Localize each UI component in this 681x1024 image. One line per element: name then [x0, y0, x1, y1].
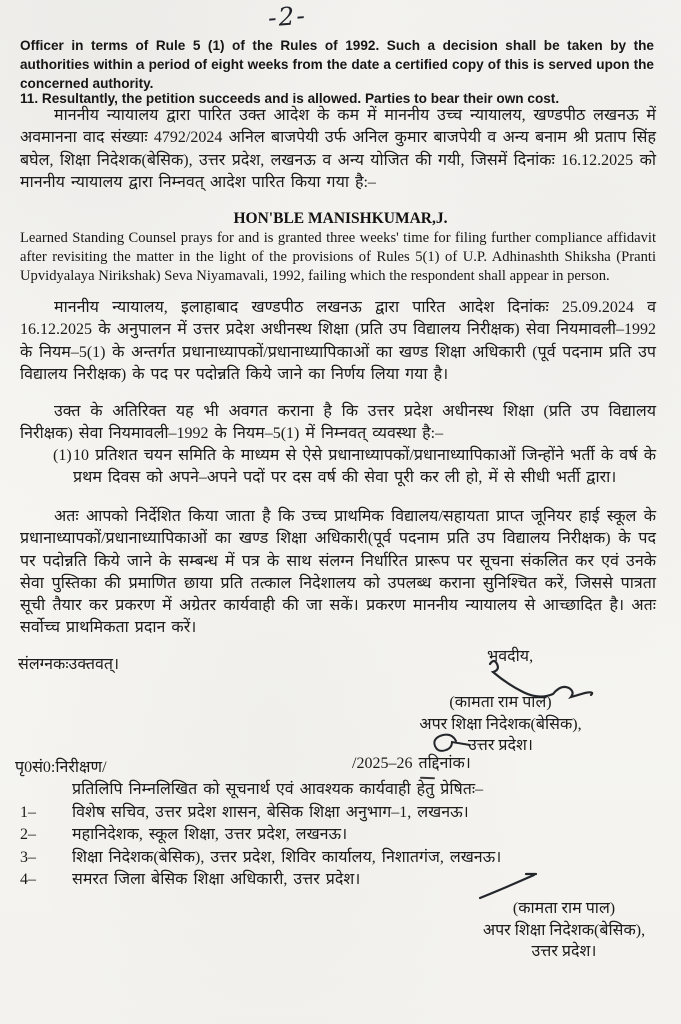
list-item	[20, 847, 660, 869]
list-item-number: 3–	[20, 848, 36, 866]
salutation: भवदीय,	[487, 648, 534, 665]
handwritten-arrow-stroke	[476, 872, 540, 900]
signatory-designation: अपर शिक्षा निदेशक(बेसिक),	[482, 921, 646, 939]
list-item	[20, 869, 660, 891]
enclosure-line: संलग्नकःउक्तवत्।	[18, 656, 120, 673]
english-order-paragraph: Learned Standing Counsel prays for and is granted three weeks' time for filing further compliance affidavit after revisiting the matter in the light of the provisions of Rules 5(1) of U.P. Adhinashth Shiksha (Pranti Upvidyalaya Nirikshak) Seva Niyamavali, 1992, failing which the respondent shall appear in person.	[20, 230, 656, 284]
list-item	[20, 802, 660, 824]
signatory-region: उत्तर प्रदेश।	[468, 737, 533, 754]
list-item-number: 4–	[20, 870, 36, 888]
hindi-paragraph-case-details: माननीय न्यायालय द्वारा पारित उक्त आदेश के कम में माननीय उच्च न्यायालय, खण्डपीठ लखनऊ में अवमानना वाद संख्याः 4792/2024 अनिल बाजपेयी उर्फ अनिल कुमार बाजपेयी व अन्य बनाम श्री प्रताप सिंह बघेल, शिक्षा निदेशक(बेसिक), उत्तर प्रदेश, लखनऊ व अन्य योजित की गयी, जिसमें दिनांकः 16.12.2025 को माननीय न्यायालय द्वारा निम्नवत् आदेश पारित किया गया है:–	[20, 107, 656, 191]
reference-number-right: /2025–26 तद्दिनांक।	[352, 755, 471, 772]
clause-1-text: 10 प्रतिशत चयन समिति के माध्यम से ऐसे प्रधानाध्यापकों/प्रधानाध्यापिकाओं जिन्होंने भर्ती के वर्ष के प्रथम दिवस को अपने–अपने पदों पर दस वर्ष की सेवा पूरी कर ली हो, में से सीधी भर्ती द्वारा।	[73, 447, 656, 487]
english-paragraph-result: 11. Resultantly, the petition succeeds and is allowed. Parties to bear their own cost.	[20, 91, 560, 106]
list-item-text: समरत जिला बेसिक शिक्षा अधिकारी, उत्तर प्रदेश।	[72, 870, 361, 888]
handwritten-page-number: -2-	[267, 0, 308, 33]
list-item-text: विशेष सचिव, उत्तर प्रदेश शासन, बेसिक शिक्षा अनुभाग–1, लखनऊ।	[72, 804, 469, 821]
list-item-text: शिक्षा निदेशक(बेसिक), उत्तर प्रदेश, शिविर कार्यालय, निशातगंज, लखनऊ।	[72, 848, 502, 866]
hindi-paragraph-compliance: माननीय न्यायालय, इलाहाबाद खण्डपीठ लखनऊ द्वारा पारित आदेश दिनांकः 25.09.2024 व 16.12.2025 के अनुपालन में उत्तर प्रदेश अधीनस्थ शिक्षा (प्रति उप विद्यालय निरीक्षक) सेवा नियमावली–1992 के नियम–5(1) के अन्तर्गत प्रधानाध्यापकों/प्रधानाध्यापिकाओं का खण्ड शिक्षा अधिकारी (पूर्व पदनाम प्रति उप विद्यालय निरीक्षक) के पद पर पदोन्नति किये जाने का निर्णय लिया गया है।	[20, 299, 656, 383]
copies-intro: प्रतिलिपि निम्नलिखित को सूचनार्थ एवं आवश्यक कार्यवाही हेतु प्रेषितः–	[72, 781, 484, 798]
handwritten-loop-mark	[426, 732, 470, 754]
signatory-region: उत्तर प्रदेश।	[531, 943, 597, 960]
hindi-paragraph-provision-intro: उक्त के अतिरिक्त यह भी अवगत कराना है कि उत्तर प्रदेश अधीनस्थ शिक्षा (प्रति उप विद्यालय निरीक्षक) सेवा नियमावली–1992 के नियम–5(1) में निम्नवत् व्यवस्था है:–	[20, 403, 656, 443]
signatory-name: (कामता राम पाल)	[512, 900, 616, 917]
clause-1	[20, 445, 656, 490]
signatory-designation: अपर शिक्षा निदेशक(बेसिक),	[419, 715, 582, 733]
list-item-text: महानिदेशक, स्कूल शिक्षा, उत्तर प्रदेश, लखनऊ।	[72, 826, 348, 844]
list-item	[20, 824, 660, 846]
signatory-name: (कामता राम पाल)	[449, 694, 552, 711]
list-item-number: 2–	[20, 826, 36, 844]
clause-1-number: (1)	[53, 447, 72, 464]
judge-heading: HON'BLE MANISHKUMAR,J.	[233, 210, 448, 227]
copies-list	[20, 802, 660, 891]
english-paragraph-rule5: Officer in terms of Rule 5 (1) of the Rules of 1992. Such a decision shall be taken by the authorities within a period of eight weeks from the date a certified copy of this is served upon the concerned authority.	[20, 38, 654, 91]
reference-number-left: पृ0सं0:निरीक्षण/	[15, 759, 107, 776]
signature-block-2	[478, 898, 650, 963]
hindi-paragraph-direction: अतः आपको निर्देशित किया जाता है कि उच्च प्राथमिक विद्यालय/सहायता प्राप्त जूनियर हाई स्कूल के प्रधानाध्यापकों/प्रधानाध्यापिकाओं का खण्ड शिक्षा अधिकारी(पूर्व पदनाम प्रति उप विद्यालय निरीक्षक) के पद पर पदोन्नति किये जाने के सम्बन्ध में पत्र के साथ संलग्न निर्धारित प्रारूप पर सूचना संकलित कर एवं उनके सेवा पुस्तिका की प्रमाणित छाया प्रति तत्काल निदेशालय को उपलब्ध कराना सुनिश्चित करें, जिससे पात्रता सूची तैयार कर प्रकरण में अग्रेतर कार्यवाही की जा सकें। प्रकरण माननीय न्यायालय से आच्छादित है। अतः सर्वोच्च प्राथमिकता प्रदान करें।	[20, 508, 656, 637]
list-item-number: 1–	[20, 804, 36, 821]
